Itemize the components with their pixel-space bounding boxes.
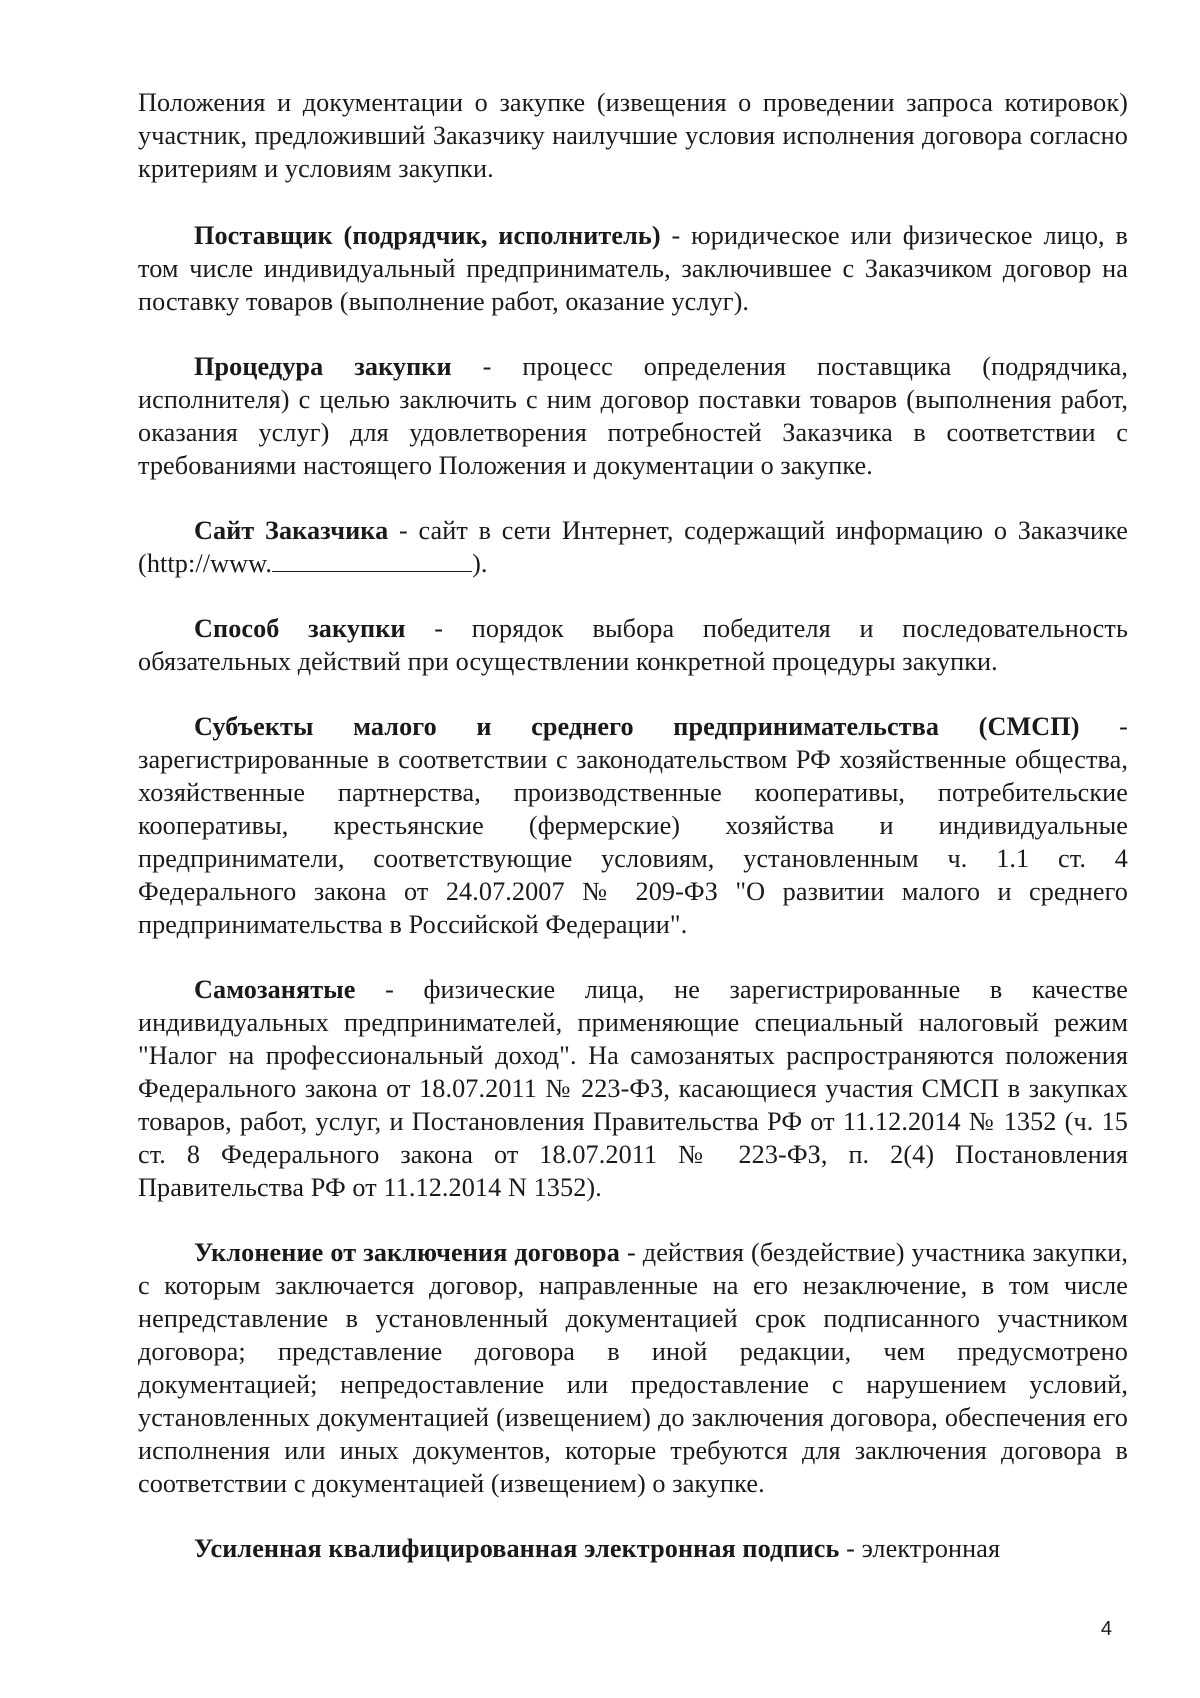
definition-text: - зарегистрированные в соответствии с законодательством РФ хозяйственные общества, хозяйственные партнерства, производственные кооперативы, потребительские кооперативы, крестьянские (фермерские) хозяйства и индивидуальные предприниматели, соответствующие условиям, установленным ч. 1.1 ст. 4 Федерального закона от 24.07.2007 № 209-ФЗ "О развитии малого и среднего предпринимательства в Российской Федерации". — [138, 712, 1128, 939]
definition-customer-site — [138, 514, 1128, 580]
page-number: 4 — [1100, 1618, 1112, 1640]
term-procurement-method: Способ закупки — [194, 614, 406, 643]
term-customer-site: Сайт Заказчика — [194, 516, 389, 545]
term-procurement-procedure: Процедура закупки — [194, 352, 452, 381]
definition-text-end: ). — [472, 549, 488, 578]
term-self-employed: Самозанятые — [194, 975, 356, 1004]
definition-text: - физические лица, не зарегистрированные в качестве индивидуальных предпринимателей, применяющие специальный налоговый режим "Налог на профессиональный доход". На самозанятых распространяются положения Федерального закона от 18.07.2011 № 223-ФЗ, касающиеся участия СМСП в закупках товаров, работ, услуг, и Постановления Правительства РФ от 11.12.2014 № 1352 (ч. 15 ст. 8 Федерального закона от 18.07.2011 № 223-ФЗ, п. 2(4) Постановления Правительства РФ от 11.12.2014 N 1352). — [138, 975, 1128, 1202]
definition-qualified-signature — [138, 1532, 1128, 1565]
definition-text: - процесс определения поставщика (подрядчика, исполнителя) с целью заключить с ним договор поставки товаров (выполнения работ, оказания услуг) для удовлетворения потребностей Заказчика в соответствии с требованиями настоящего Положения и документации о закупке. — [138, 352, 1128, 480]
definition-text: - электронная — [839, 1534, 1001, 1563]
definition-text: - сайт в сети Интернет, содержащий информацию о Заказчике (http://www. — [138, 516, 1129, 578]
definition-procurement-method — [138, 612, 1128, 678]
url-blank-line — [272, 547, 472, 572]
term-supplier: Поставщик (подрядчик, исполнитель) — [194, 221, 661, 250]
paragraph-text: Положения и документации о закупке (извещения о проведении запроса котировок) участник, предложивший Заказчику наилучшие условия исполнения договора согласно критериям и условиям закупки. — [138, 88, 1128, 183]
definition-contract-evasion — [138, 1236, 1128, 1500]
term-smsp: Субъекты малого и среднего предпринимательства (СМСП) — [194, 712, 1080, 741]
paragraph-continuation — [138, 86, 1128, 185]
definition-text: - порядок выбора победителя и последовательность обязательных действий при осуществлении конкретной процедуры закупки. — [138, 614, 1128, 676]
definition-text: - юридическое или физическое лицо, в том числе индивидуальный предприниматель, заключившее с Заказчиком договор на поставку товаров (выполнение работ, оказание услуг). — [138, 221, 1128, 316]
definition-smsp — [138, 710, 1128, 941]
document-page — [138, 86, 1128, 1597]
definition-procurement-procedure — [138, 350, 1128, 482]
term-qualified-signature: Усиленная квалифицированная электронная подпись — [194, 1534, 840, 1563]
definition-text: - действия (бездействие) участника закупки, с которым заключается договор, направленные на его незаключение, в том числе непредставление в установленный документацией срок подписанного участником договора; представление договора в иной редакции, чем предусмотрено документацией; непредоставление или предоставление с нарушением условий, установленных документацией (извещением) до заключения договора, обеспечения его исполнения или иных документов, которые требуются для заключения договора в соответствии с документацией (извещением) о закупке. — [138, 1238, 1128, 1498]
definition-supplier — [138, 219, 1128, 318]
term-contract-evasion: Уклонение от заключения договора — [194, 1238, 620, 1267]
definition-self-employed — [138, 973, 1128, 1204]
